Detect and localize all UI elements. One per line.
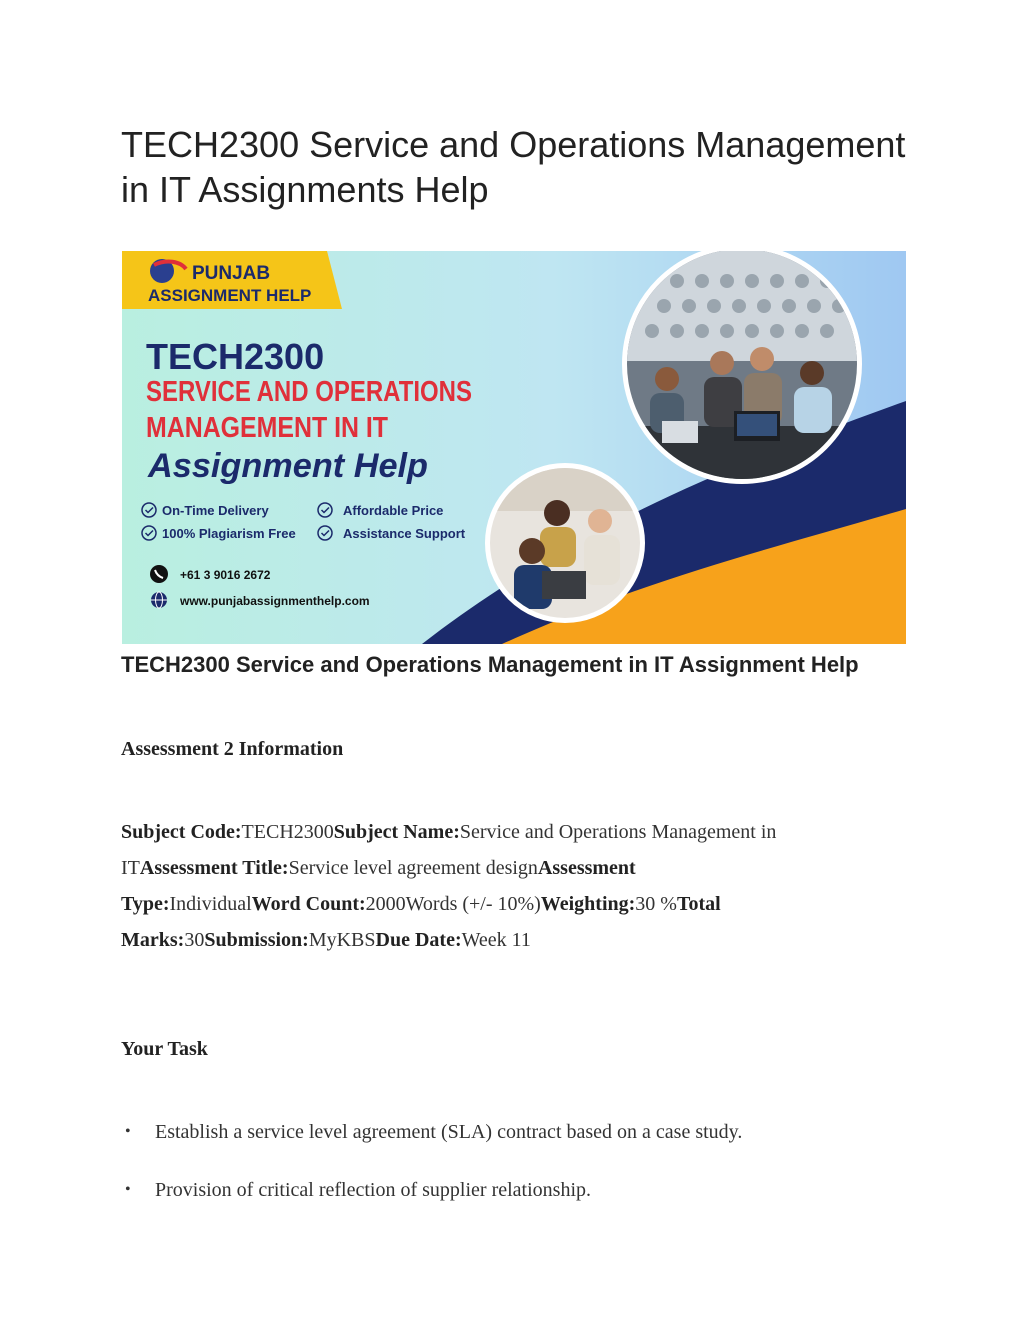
bullet-icon: • <box>125 1123 131 1140</box>
task-list <box>121 1118 921 1234</box>
bullet-icon: • <box>125 1181 131 1198</box>
assessment-title-label: Assessment Title: <box>139 857 289 879</box>
banner-code: TECH2300 <box>146 336 325 377</box>
feature-support: Assistance Support <box>343 526 466 541</box>
submission-label: Submission: <box>204 929 309 951</box>
contact-phone: +61 3 9016 2672 <box>180 568 271 582</box>
assessment-type: Individual <box>169 893 252 915</box>
page-title: TECH2300 Service and Operations Management in IT Assignments Help <box>121 124 906 210</box>
weighting: 30 % <box>635 893 677 915</box>
total-marks: 30 <box>184 929 205 951</box>
banner-heading-line1: SERVICE AND OPERATIONS <box>146 376 472 408</box>
brand-line2: ASSIGNMENT HELP <box>148 286 312 305</box>
submission: MyKBS <box>308 929 376 951</box>
word-count: 2000Words (+/- 10%) <box>365 893 541 915</box>
assessment-heading: Assessment 2 Information <box>121 738 344 760</box>
word-count-label: Word Count: <box>251 893 366 915</box>
due-date-label: Due Date: <box>375 929 462 951</box>
total-marks-label: Total Marks: <box>121 893 721 951</box>
article-subtitle: TECH2300 Service and Operations Management in IT Assignment Help <box>121 652 859 677</box>
subject-code: TECH2300 <box>241 821 334 843</box>
subject-code-label: Subject Code: <box>121 821 242 843</box>
task-text: Provision of critical reflection of supplier relationship. <box>155 1179 591 1201</box>
task-heading: Your Task <box>121 1038 208 1060</box>
brand-line1: PUNJAB <box>192 263 271 284</box>
feature-on-time: On-Time Delivery <box>162 503 269 518</box>
weighting-label: Weighting: <box>540 893 636 915</box>
assessment-type-label: Assessment Type: <box>121 857 636 915</box>
subject-name: Service and Operations Management in IT <box>121 821 777 879</box>
assessment-info <box>121 814 801 958</box>
promo-banner <box>122 251 906 644</box>
feature-plagiarism: 100% Plagiarism Free <box>162 526 296 541</box>
banner-heading-line2: MANAGEMENT IN IT <box>146 412 389 444</box>
task-text: Establish a service level agreement (SLA) contract based on a case study. <box>155 1121 743 1143</box>
subject-name-label: Subject Name: <box>333 821 460 843</box>
assessment-title: Service level agreement design <box>288 857 538 879</box>
list-item <box>121 1118 921 1146</box>
phone-icon <box>150 565 168 583</box>
banner-heading-line3: Assignment Help <box>146 447 428 485</box>
feature-affordable: Affordable Price <box>343 503 444 518</box>
contact-website: www.punjabassignmenthelp.com <box>180 594 370 608</box>
due-date: Week 11 <box>461 929 531 951</box>
list-item <box>121 1176 921 1204</box>
